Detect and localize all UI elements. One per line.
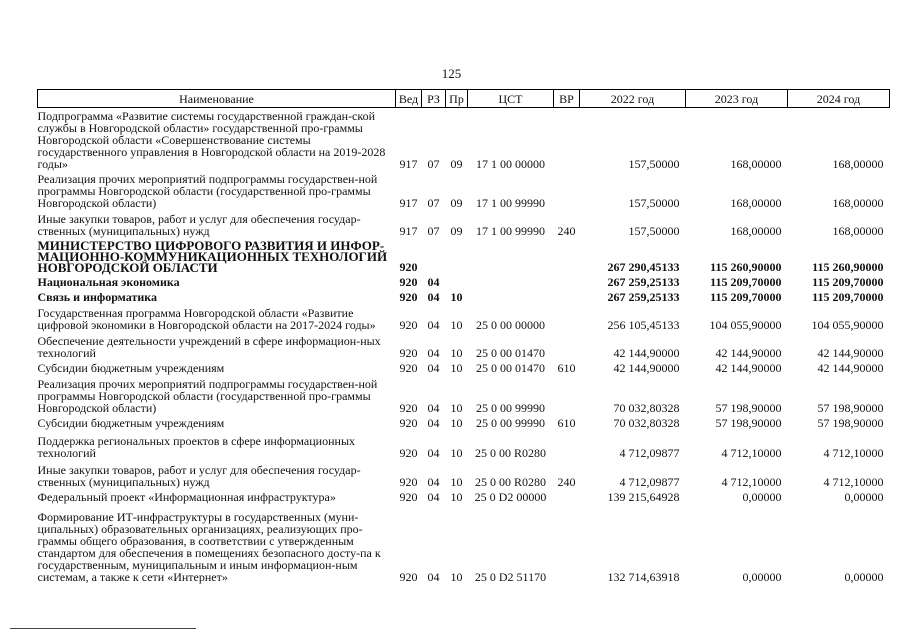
row-name: Реализация прочих мероприятий подпрограммы государствен-ной программы Новгородской области (государственной про-граммы Новгородской области) [37,171,378,210]
row-vr [554,273,580,288]
row-vr [554,288,580,303]
row-pr: 09 [450,223,463,238]
header-name: Наименование [38,90,396,108]
row-vr [554,170,580,209]
row-ved: 917 [399,223,418,238]
row-2022: 267 259,25133 [607,289,680,304]
header-2024: 2024 год [788,90,890,108]
row-ved: 920 [399,474,418,489]
row-2024: 42 144,90000 [817,345,884,360]
row-name: Подпрограмма «Развитие системы государственной граждан-ской службы в Новгородской области» государственной про-граммы Новгородской области «Совершенствование системы государственного управления в Новгородской области на 2019-2028 годы» [37,108,386,171]
row-cst: 25 0 00 R0280 [474,474,546,489]
row-2024: 57 198,90000 [817,400,884,415]
row-pr: 10 [450,345,463,360]
header-pr: Пр [446,90,468,108]
row-rz: 04 [427,274,440,289]
row-2023: 104 055,90000 [709,317,782,332]
row-ved: 917 [399,156,418,171]
row-2022: 139 215,64928 [607,489,680,504]
row-vr: 610 [557,415,576,430]
row-2022: 157,50000 [628,156,680,171]
page-number: 125 [441,66,462,81]
row-pr: 09 [450,156,463,171]
row-rz: 04 [427,345,440,360]
table-row [38,273,890,288]
page-bottom-divider [10,628,196,629]
row-2024: 168,00000 [832,156,884,171]
row-name: Связь и информатика [37,289,158,304]
row-ved: 920 [399,360,418,375]
row-2024: 4 712,10000 [823,474,884,489]
row-2023: 42 144,90000 [715,360,782,375]
row-cst: 25 0 00 01470 [476,360,545,375]
row-pr: 10 [450,317,463,332]
row-vr [554,331,580,359]
row-vr: 240 [557,474,576,489]
header-rz: РЗ [422,90,446,108]
table-row [38,374,890,414]
row-pr: 10 [450,474,463,489]
row-vr [554,237,580,273]
row-2022: 157,50000 [628,223,680,238]
row-2024: 42 144,90000 [817,360,884,375]
row-cst: 25 0 D2 51170 [474,569,547,584]
row-vr: 240 [557,223,576,238]
row-2023: 4 712,10000 [721,474,782,489]
row-cst: 17 1 00 99990 [476,223,545,238]
row-name: МИНИСТЕРСТВО ЦИФРОВОГО РАЗВИТИЯ И ИНФОР-МАЦИОННО-КОММУНИКАЦИОННЫХ ТЕХНОЛОГИЙ НОВГОРОДСКОЙ ОБЛАСТИ [37,237,388,275]
row-ved: 920 [399,489,418,504]
row-rz: 07 [427,223,440,238]
row-vr [554,374,580,414]
row-2023: 115 260,90000 [710,259,782,274]
row-2023: 0,00000 [742,569,782,584]
row-2024: 104 055,90000 [811,317,884,332]
row-2024: 4 712,10000 [823,445,884,460]
row-2022: 42 144,90000 [613,345,680,360]
row-vr [554,503,580,583]
row-2022: 4 712,09877 [619,445,680,460]
row-pr: 10 [450,569,463,584]
row-2022: 157,50000 [628,195,680,210]
row-cst: 25 0 00 01470 [476,345,545,360]
row-rz: 04 [427,474,440,489]
row-2023: 168,00000 [730,223,782,238]
row-name: Иные закупки товаров, работ и услуг для обеспечения государ-ственных (муниципальных) нужд [37,211,361,238]
row-name: Субсидии бюджетным учреждениям [37,360,225,375]
row-rz [422,237,446,273]
row-2023: 57 198,90000 [715,400,782,415]
row-ved: 920 [399,400,418,415]
row-cst: 25 0 D2 00000 [474,489,547,504]
row-name: Формирование ИТ-инфраструктуры в государственных (муни-ципальных) образовательных организациях, реализующих про-граммы общего образования, в соответствии с утвержденным стандартом для обеспечения в помещениях безопасного досту-па к государственным, муниципальным и иным информацион-ным системам, а также к сети «Интернет» [37,509,381,584]
row-2023: 0,00000 [742,489,782,504]
row-name: Субсидии бюджетным учреждениям [37,415,225,430]
table-row [38,237,890,273]
row-ved: 920 [399,289,418,304]
table-row [38,459,890,488]
row-pr [446,273,468,288]
row-2022: 70 032,80328 [613,415,680,430]
row-rz: 04 [427,445,440,460]
row-vr: 610 [557,360,576,375]
row-rz: 04 [427,415,440,430]
row-2022: 267 259,25133 [607,274,680,289]
row-2022: 132 714,63918 [607,569,680,584]
row-ved: 920 [399,317,418,332]
row-cst [468,237,554,273]
row-2023: 115 209,70000 [710,274,782,289]
row-pr: 10 [450,400,463,415]
row-rz: 04 [427,489,440,504]
header-2022: 2022 год [580,90,686,108]
row-2022: 4 712,09877 [619,474,680,489]
row-ved: 920 [399,345,418,360]
row-pr: 10 [450,415,463,430]
row-2023: 115 209,70000 [710,289,782,304]
table-row [38,503,890,583]
row-pr: 09 [450,195,463,210]
header-2023: 2023 год [686,90,788,108]
row-2022: 70 032,80328 [613,400,680,415]
row-pr: 10 [450,289,463,304]
row-vr [554,108,580,170]
table-row [38,170,890,209]
row-cst: 25 0 00 R0280 [474,445,546,460]
row-ved: 920 [399,415,418,430]
row-name: Обеспечение деятельности учреждений в сфере информацион-ных технологий [37,333,381,360]
row-rz: 04 [427,400,440,415]
row-2023: 168,00000 [730,195,782,210]
row-rz: 07 [427,156,440,171]
row-cst: 17 1 00 99990 [476,195,545,210]
row-ved: 920 [399,259,418,274]
row-2022: 256 105,45133 [607,317,680,332]
row-name: Реализация прочих мероприятий подпрограммы государствен-ной программы Новгородской области (государственной про-граммы Новгородской области) [37,376,378,415]
row-2024: 115 260,90000 [812,259,884,274]
row-vr [554,429,580,459]
row-cst: 25 0 00 99990 [476,400,545,415]
row-2024: 115 209,70000 [812,289,884,304]
row-vr [554,303,580,331]
row-name: Национальная экономика [37,274,180,289]
row-cst: 25 0 00 99990 [476,415,545,430]
row-rz: 04 [427,569,440,584]
table-row [38,288,890,303]
table-row [38,488,890,503]
row-ved: 920 [399,274,418,289]
row-2022: 267 290,45133 [607,259,680,274]
row-2024: 57 198,90000 [817,415,884,430]
header-ved: Вед [396,90,422,108]
row-2024: 168,00000 [832,195,884,210]
row-ved: 917 [399,195,418,210]
row-name: Поддержка региональных проектов в сфере информационных технологий [37,433,356,460]
table-row [38,429,890,459]
row-pr [446,237,468,273]
table-row [38,331,890,359]
row-rz: 04 [427,317,440,332]
row-rz: 07 [427,195,440,210]
row-vr [554,488,580,503]
row-2024: 115 209,70000 [812,274,884,289]
row-2022: 42 144,90000 [613,360,680,375]
row-ved: 920 [399,445,418,460]
row-pr: 10 [450,445,463,460]
table-row [38,414,890,429]
row-2024: 168,00000 [832,223,884,238]
budget-table [37,89,890,583]
row-2023: 168,00000 [730,156,782,171]
row-cst: 17 1 00 00000 [476,156,545,171]
row-name: Иные закупки товаров, работ и услуг для обеспечения государ-ственных (муниципальных) нужд [37,462,361,489]
row-pr: 10 [450,360,463,375]
table-row [38,359,890,374]
header-vr: ВР [554,90,580,108]
row-name: Государственная программа Новгородской области «Развитие цифровой экономики в Новгородской области на 2017-2024 годы» [37,305,376,332]
table-row [38,209,890,237]
table-row [38,108,890,170]
row-rz: 04 [427,360,440,375]
row-ved: 920 [399,569,418,584]
row-name: Федеральный проект «Информационная инфраструктура» [37,489,336,504]
row-pr: 10 [450,489,463,504]
row-cst [468,288,554,303]
row-cst [468,273,554,288]
table-header-row [38,90,890,108]
row-cst: 25 0 00 00000 [476,317,545,332]
header-cst: ЦСТ [468,90,554,108]
row-2023: 42 144,90000 [715,345,782,360]
row-2024: 0,00000 [844,569,884,584]
table-row [38,303,890,331]
row-2024: 0,00000 [844,489,884,504]
row-2023: 4 712,10000 [721,445,782,460]
row-2023: 57 198,90000 [715,415,782,430]
row-rz: 04 [427,289,440,304]
